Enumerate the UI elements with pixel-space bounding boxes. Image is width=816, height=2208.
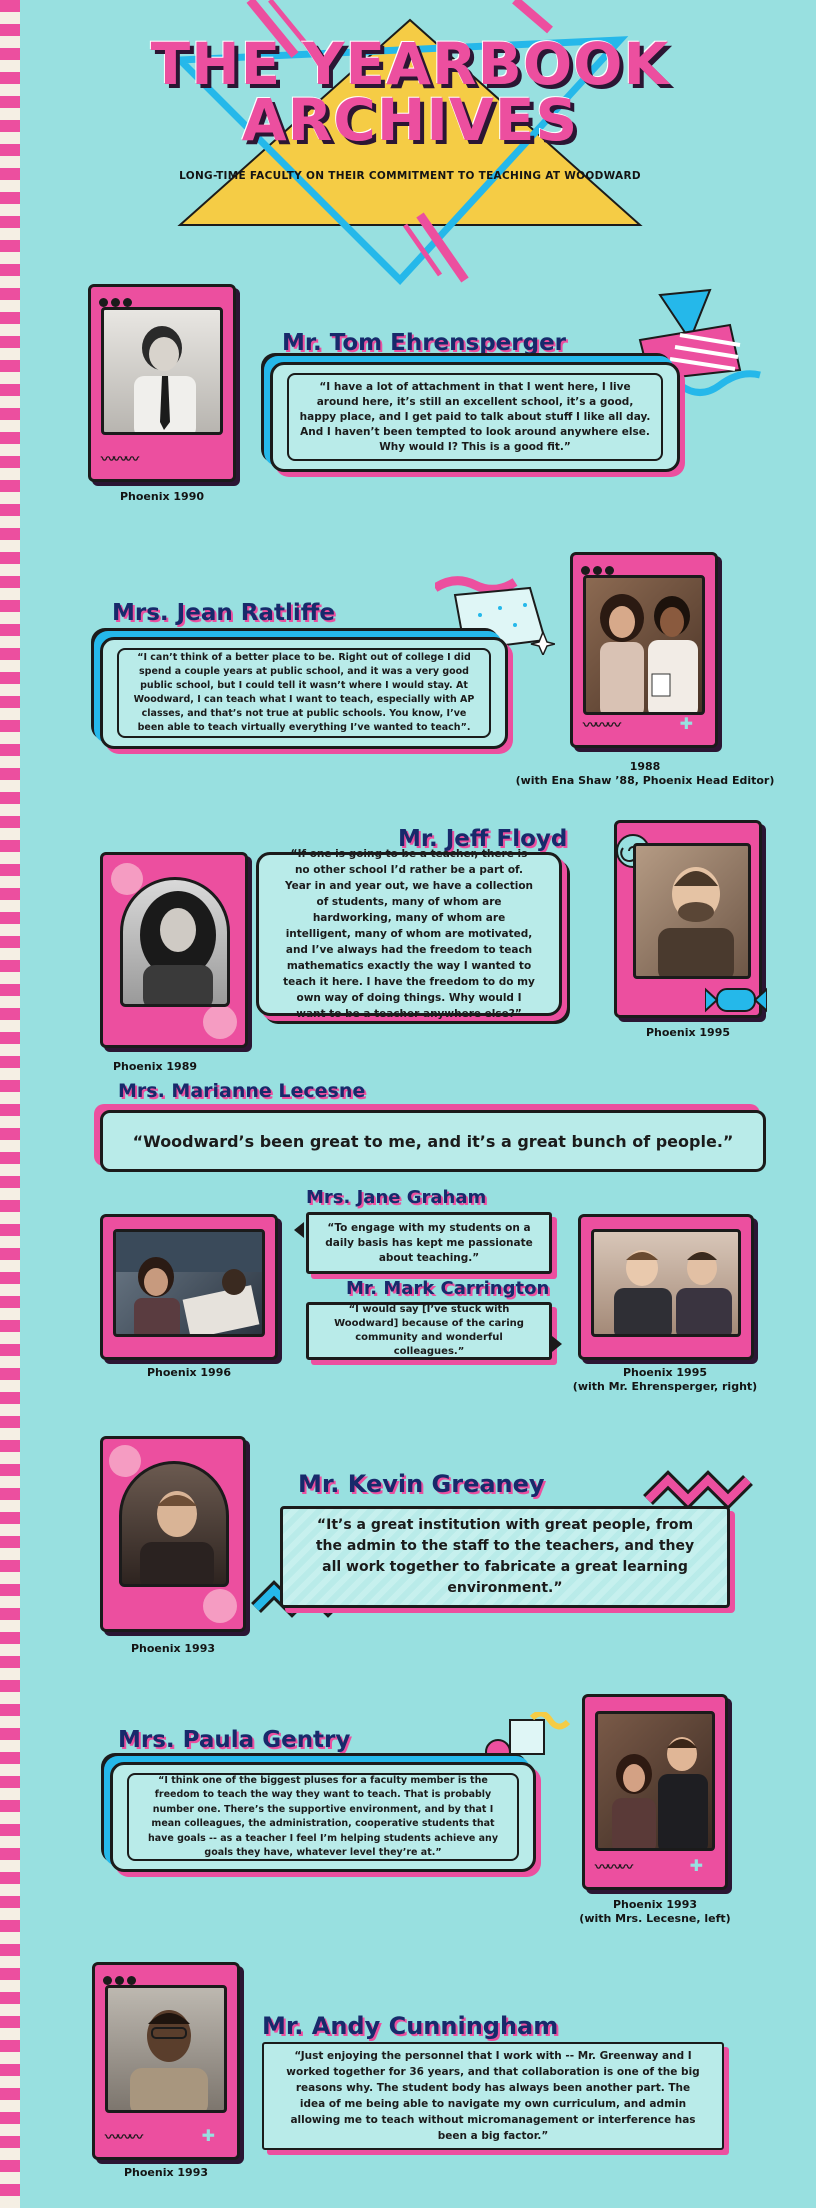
portrait-photo [583, 575, 705, 715]
peach-blob-decor [203, 1589, 237, 1623]
quote-text-lecesne: “Woodward’s been great to me, and it’s a great bunch of people.” [132, 1131, 734, 1151]
quote-box-greaney [280, 1506, 730, 1608]
name-ratliffe: Mrs. Jean Ratliffe [112, 600, 335, 626]
photo-frame-floyd-1995 [614, 820, 762, 1018]
quote-text-gentry: “I think one of the biggest pluses for a faculty member is the freedom to teach the way they want to teach. That is probably number one. There’s the supportive environment, and by that I mean colleagues, the administration, cooperative students that have goals -- as a teacher I feel I’m helping students achieve any goals they have, whatever level they’re at.” [127, 1773, 519, 1861]
photo-frame-carrington [578, 1214, 754, 1360]
quote-text-ehrensperger: “I have a lot of attachment in that I went here, I live around here, it’s still an excellent school, it’s a good, happy place, and I get paid to talk about stuff I like all day. And I haven’t been tempted to look around anywhere else. Why would I? This is a good fit.” [287, 373, 663, 461]
photo-frame-gentry [582, 1694, 728, 1890]
name-floyd: Mr. Jeff Floyd [398, 826, 568, 852]
name-graham: Mrs. Jane Graham [306, 1187, 487, 1208]
caption-detail: (with Ena Shaw ’88, Phoenix Head Editor) [515, 774, 775, 787]
quote-text-greaney: “It’s a great institution with great people, from the admin to the staff to the teachers, and they all work together to fabricate a great learning environment.” [315, 1517, 695, 1596]
portrait-photo [595, 1711, 715, 1851]
caption-gentry [555, 1898, 755, 1926]
caption-year: 1988 [629, 760, 661, 773]
wave-squiggle-icon: 〰〰〰 [105, 2130, 141, 2146]
quote-box-ratliffe [100, 637, 508, 749]
quote-text-cunningham: “Just enjoying the personnel that I work with -- Mr. Greenway and I worked together for 36 years, and that collaboration is one of the big reasons why. The student body has always been another part. The idea of me being able to navigate my own curriculum, and admin allowing me to teach without micromanagement or interference has been a big factor.” [286, 2050, 700, 2142]
portrait-photo [633, 843, 751, 979]
caption-floyd-1989: Phoenix 1989 [112, 1060, 198, 1073]
photo-frame-ratliffe [570, 552, 718, 748]
portrait-photo [120, 877, 230, 1007]
caption-greaney: Phoenix 1993 [130, 1642, 216, 1655]
peach-blob-decor [203, 1005, 237, 1039]
quote-box-cunningham [262, 2042, 724, 2150]
speech-pointer-right-icon [552, 1336, 562, 1352]
page-title [100, 30, 720, 154]
photo-frame-floyd-1989 [100, 852, 248, 1048]
caption-floyd-1995: Phoenix 1995 [645, 1026, 731, 1039]
quote-text-graham: “To engage with my students on a daily basis has kept me passionate about teaching.” [325, 1221, 533, 1264]
portrait-photo [101, 307, 223, 435]
wave-squiggle-icon: 〰〰〰 [583, 718, 619, 734]
caption-ratliffe [500, 760, 790, 788]
plus-icon: ✚ [201, 2126, 215, 2145]
quote-text-carrington: “I would say [I’ve stuck with Woodward] because of the caring community and wonderful colleagues.” [334, 1304, 524, 1357]
title-line-1: THE YEARBOOK [150, 30, 670, 98]
caption-year: Phoenix 1993 [612, 1898, 698, 1911]
quote-box-ehrensperger [270, 362, 680, 472]
quote-box-lecesne [100, 1110, 766, 1172]
caption-cunningham: Phoenix 1993 [123, 2166, 209, 2179]
quote-text-floyd: “If one is going to be a teacher, there is no other school I’d rather be a part of. Year in and year out, we have a collection of students, many of whom are hardworking, many of whom are intelligent, many of whom are motivated, and I’ve always had the freedom to teach mathematics exactly the way I wanted to teach it here. I have the freedom to do my own way of doing things. Why would I want to be a teacher anywhere else?” [283, 848, 535, 1020]
photo-frame-ehrensperger [88, 284, 236, 482]
photo-frame-graham [100, 1214, 278, 1360]
left-stripe-border [0, 0, 20, 2208]
title-line-2: ARCHIVES [241, 86, 579, 154]
name-gentry: Mrs. Paula Gentry [118, 1727, 351, 1753]
quote-text-ratliffe: “I can’t think of a better place to be. Right out of college I did spend a couple years at public school, and it was a very good public school, but I could tell it wasn’t where I would stay. At Woodward, I can teach what I want to teach, especially with AP classes, and that’s not true at public schools. You know, I’ve been able to teach virtually everything I’ve wanted to teach”. [117, 648, 491, 738]
name-ehrensperger: Mr. Tom Ehrensperger [282, 330, 567, 356]
wave-squiggle-icon: 〰〰〰 [101, 452, 137, 468]
quote-box-floyd [256, 848, 562, 1020]
name-cunningham: Mr. Andy Cunningham [262, 2012, 559, 2040]
speech-pointer-left-icon [294, 1222, 304, 1238]
caption-detail: (with Mrs. Lecesne, left) [579, 1912, 731, 1925]
caption-year: Phoenix 1995 [622, 1366, 708, 1379]
plus-icon: ✚ [679, 714, 693, 733]
portrait-photo [119, 1461, 229, 1587]
quote-box-graham [306, 1212, 552, 1274]
portrait-photo [113, 1229, 265, 1337]
quote-box-gentry [110, 1762, 536, 1872]
caption-detail: (with Mr. Ehrensperger, right) [572, 1380, 758, 1393]
name-lecesne: Mrs. Marianne Lecesne [118, 1080, 366, 1102]
photo-frame-cunningham [92, 1962, 240, 2160]
caption-carrington [560, 1366, 770, 1394]
wrapped-candy-decor [705, 983, 767, 1017]
caption-ehrensperger: Phoenix 1990 [119, 490, 205, 503]
peach-blob-decor [109, 1445, 141, 1477]
portrait-photo [591, 1229, 741, 1337]
quote-box-carrington [306, 1302, 552, 1360]
caption-graham: Phoenix 1996 [146, 1366, 232, 1379]
name-carrington: Mr. Mark Carrington [346, 1278, 550, 1299]
photo-frame-greaney [100, 1436, 246, 1632]
page-subtitle: LONG-TIME FACULTY ON THEIR COMMITMENT TO TEACHING AT WOODWARD [179, 170, 641, 182]
portrait-photo [105, 1985, 227, 2113]
plus-icon: ✚ [689, 1856, 703, 1875]
name-greaney: Mr. Kevin Greaney [298, 1470, 545, 1498]
wave-squiggle-icon: 〰〰〰 [595, 1860, 631, 1876]
